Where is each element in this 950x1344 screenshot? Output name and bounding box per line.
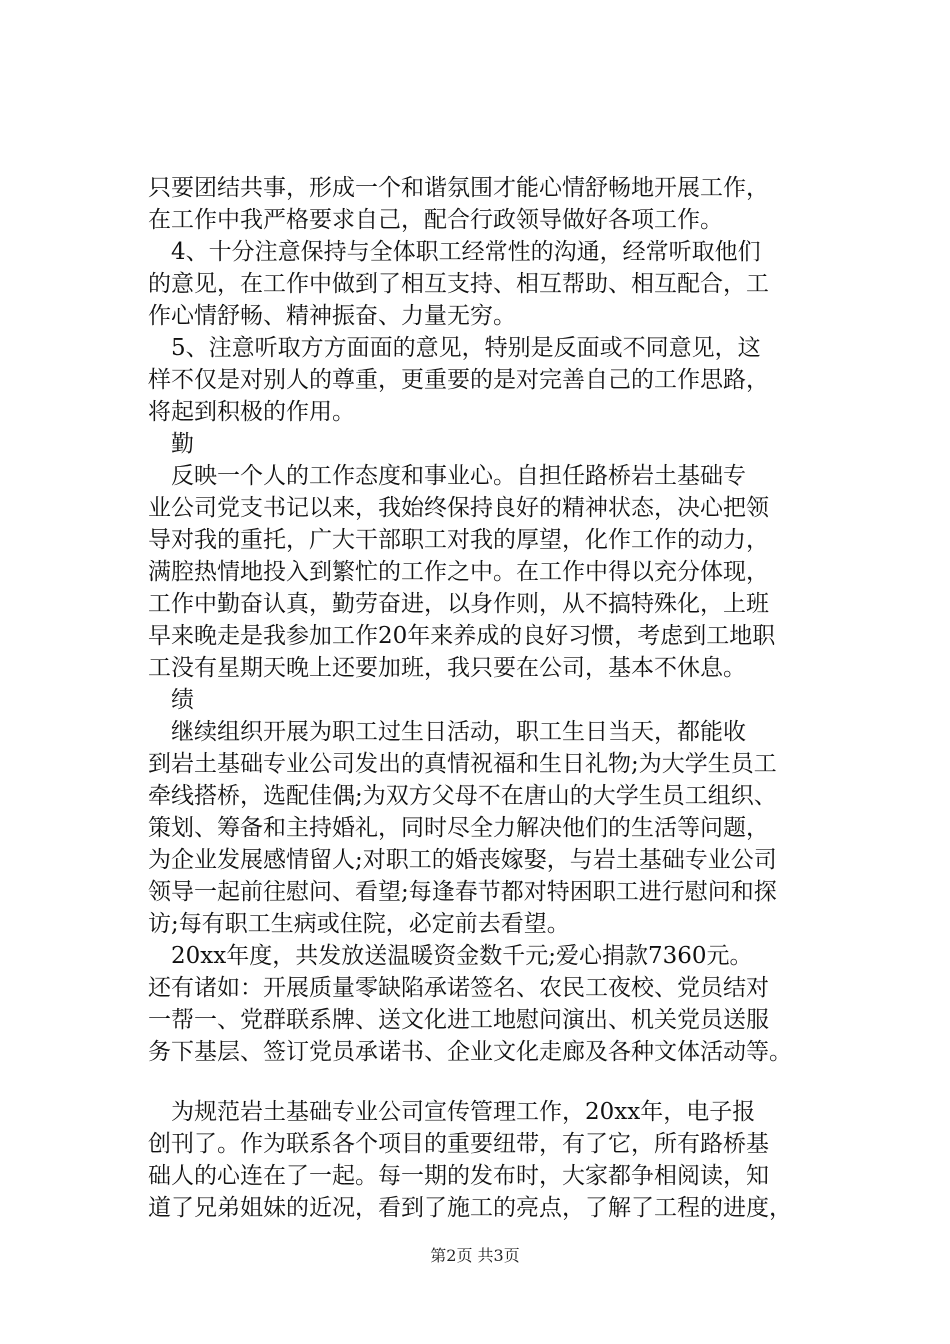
text-line: 为规范岩土基础专业公司宣传管理工作，20xx年，电子报 bbox=[148, 1099, 756, 1125]
text-line: 样不仅是对别人的尊重，更重要的是对完善自己的工作思路， bbox=[148, 367, 769, 393]
text-line: 只要团结共事，形成一个和谐氛围才能心情舒畅地开展工作， bbox=[148, 175, 769, 201]
text-line: 在工作中我严格要求自己，配合行政领导做好各项工作。 bbox=[148, 207, 723, 233]
text-line: 20xx年度，共发放送温暖资金数千元;爱心捐款7360元。 bbox=[148, 943, 753, 969]
text-line: 反映一个人的工作态度和事业心。自担任路桥岩土基础专 bbox=[148, 463, 746, 489]
text-line: 创刊了。作为联系各个项目的重要纽带，有了它，所有路桥基 bbox=[148, 1131, 769, 1157]
text-line: 将起到积极的作用。 bbox=[148, 399, 355, 425]
text-line: 5、注意听取方方面面的意见，特别是反面或不同意见，这 bbox=[148, 335, 761, 361]
text-line: 牵线搭桥，选配佳偶;为双方父母不在唐山的大学生员工组织、 bbox=[148, 783, 777, 809]
document-body bbox=[148, 172, 828, 1224]
text-line: 导对我的重托，广大干部职工对我的厚望，化作工作的动力， bbox=[148, 527, 769, 553]
text-line: 作心情舒畅、精神振奋、力量无穷。 bbox=[148, 303, 516, 329]
text-line: 到岩土基础专业公司发出的真情祝福和生日礼物;为大学生员工 bbox=[148, 751, 777, 777]
text-line: 为企业发展感情留人;对职工的婚丧嫁娶，与岩土基础专业公司 bbox=[148, 847, 777, 873]
text-line: 工没有星期天晚上还要加班，我只要在公司，基本不休息。 bbox=[148, 655, 746, 681]
text-line: 务下基层、签订党员承诺书、企业文化走廊及各种文体活动等。 bbox=[148, 1039, 792, 1065]
text-line: 满腔热情地投入到繁忙的工作之中。在工作中得以充分体现， bbox=[148, 559, 769, 585]
page-footer: 第2页 共3页 bbox=[430, 1246, 520, 1265]
section-heading-qin: 勤 bbox=[148, 431, 194, 457]
text-line: 访;每有职工生病或住院，必定前去看望。 bbox=[148, 911, 570, 937]
text-line: 业公司党支书记以来，我始终保持良好的精神状态，决心把领 bbox=[148, 495, 769, 521]
text-line: 的意见，在工作中做到了相互支持、相互帮助、相互配合，工 bbox=[148, 271, 769, 297]
text-line: 还有诸如：开展质量零缺陷承诺签名、农民工夜校、党员结对 bbox=[148, 975, 769, 1001]
text-line: 工作中勤奋认真，勤劳奋进，以身作则，从不搞特殊化，上班 bbox=[148, 591, 769, 617]
text-line: 继续组织开展为职工过生日活动，职工生日当天，都能收 bbox=[148, 719, 746, 745]
text-line: 策划、筹备和主持婚礼，同时尽全力解决他们的生活等问题， bbox=[148, 815, 769, 841]
section-heading-ji: 绩 bbox=[148, 687, 194, 713]
text-line: 一帮一、党群联系牌、送文化进工地慰问演出、机关党员送服 bbox=[148, 1007, 769, 1033]
text-line: 道了兄弟姐妹的近况，看到了施工的亮点，了解了工程的进度， bbox=[148, 1195, 792, 1221]
text-line: 4、十分注意保持与全体职工经常性的沟通，经常听取他们 bbox=[148, 239, 761, 265]
text-line: 领导一起前往慰问、看望;每逢春节都对特困职工进行慰问和探 bbox=[148, 879, 777, 905]
text-line: 早来晚走是我参加工作20年来养成的良好习惯，考虑到工地职 bbox=[148, 623, 776, 649]
text-line: 础人的心连在了一起。每一期的发布时，大家都争相阅读，知 bbox=[148, 1163, 769, 1189]
